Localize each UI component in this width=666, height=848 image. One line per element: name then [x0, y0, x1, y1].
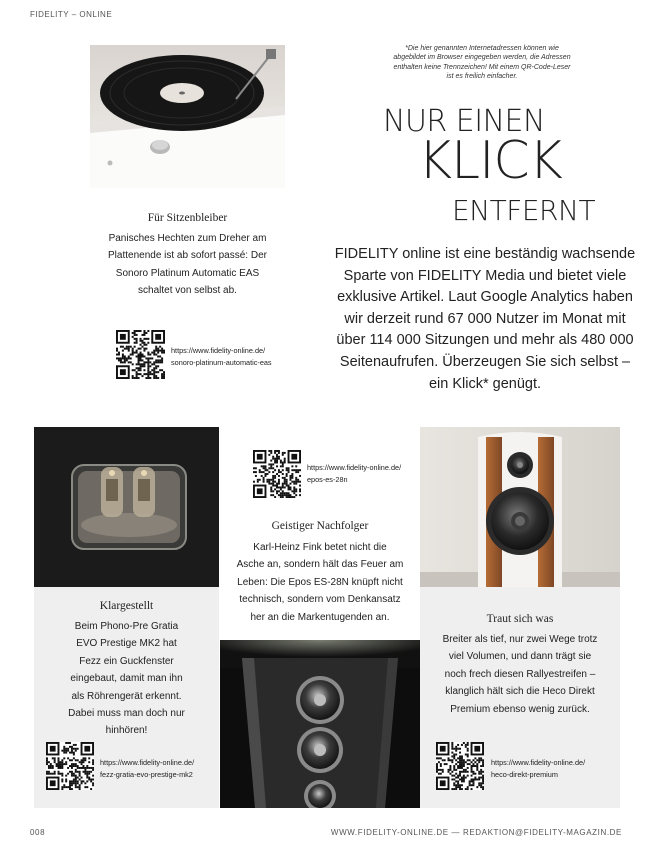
epos-qr-code[interactable]: [253, 450, 301, 498]
page-number: 008: [30, 828, 46, 837]
intro-paragraph: FIDELITY online ist eine beständig wachsende Sparte von FIDELITY Media und bietet viele exklusive Artikel. Laut Google Analytics haben wir derzeit rund 67 000 Nutzer im Monat mit über 114 000 Sitzungen und mehr als 480 000 Seitenaufrufen. Überzeugen Sie sich selbst – ein Klick* genügt.: [334, 246, 636, 392]
sonoro-title: Für Sitzenbleiber: [147, 212, 228, 224]
headline-line-2: KLICK: [418, 131, 562, 191]
heco-title: Traut sich was: [486, 613, 554, 625]
url-note: *Die hier genannten Internetadressen können wie abgebildet im Browser eingegeben werden, die Adressen enthalten keine Trennzeichen! Mit einem QR-Code-Leser ist es freilich einfacher.: [393, 45, 571, 81]
epos-title: Geistiger Nachfolger: [271, 520, 369, 532]
epos-text: Karl-Heinz Fink betet nicht die Asche an, sondern hält das Feuer am Leben: Die Epos ES-28N knüpft nicht technisch, sondern vom Denkansatz her an die Markentugenden an.: [236, 542, 404, 623]
fezz-qr-code[interactable]: [46, 742, 94, 790]
section-label: FIDELITY – ONLINE: [30, 10, 113, 19]
turntable-photo: [90, 45, 285, 188]
headline-line-3: ENTFERNT: [452, 194, 596, 227]
headline-line-1: NUR EINEN: [383, 104, 545, 139]
heco-photo: [420, 427, 620, 587]
epos-url[interactable]: https://www.fidelity-online.de/ epos-es-28n: [307, 463, 402, 484]
heco-qr-code[interactable]: [436, 742, 484, 790]
fezz-photo: [34, 427, 219, 587]
sonoro-url[interactable]: https://www.fidelity-online.de/ sonoro-platinum-automatic-eas: [171, 346, 272, 367]
sonoro-text: Panisches Hechten zum Dreher am Plattenende ist ab sofort passé: Der Sonoro Platinum Automatic EAS schaltet von selbst ab.: [108, 233, 267, 297]
epos-photo: [220, 640, 420, 808]
heco-text: Breiter als tief, nur zwei Wege trotz viel Volumen, und dann trägt sie noch frech diesen Rallyestreifen – klanglich hält sich die Heco Direkt Premium ebenso wenig zurück.: [442, 634, 598, 715]
heco-url[interactable]: https://www.fidelity-online.de/ heco-direkt-premium: [491, 758, 586, 779]
fezz-text: Beim Phono-Pre Gratia EVO Prestige MK2 hat Fezz ein Guckfenster eingebaut, damit man ihn als Röhrengerät erkennt. Dabei muss man doch nur hinhören!: [68, 621, 185, 737]
sonoro-qr-code[interactable]: [116, 330, 165, 379]
fezz-url[interactable]: https://www.fidelity-online.de/ fezz-gratia-evo-prestige-mk2: [100, 758, 195, 779]
fezz-title: Klargestellt: [99, 600, 154, 612]
footer-contact: WWW.FIDELITY-ONLINE.DE — REDAKTION@FIDELITY-MAGAZIN.DE: [330, 828, 622, 837]
